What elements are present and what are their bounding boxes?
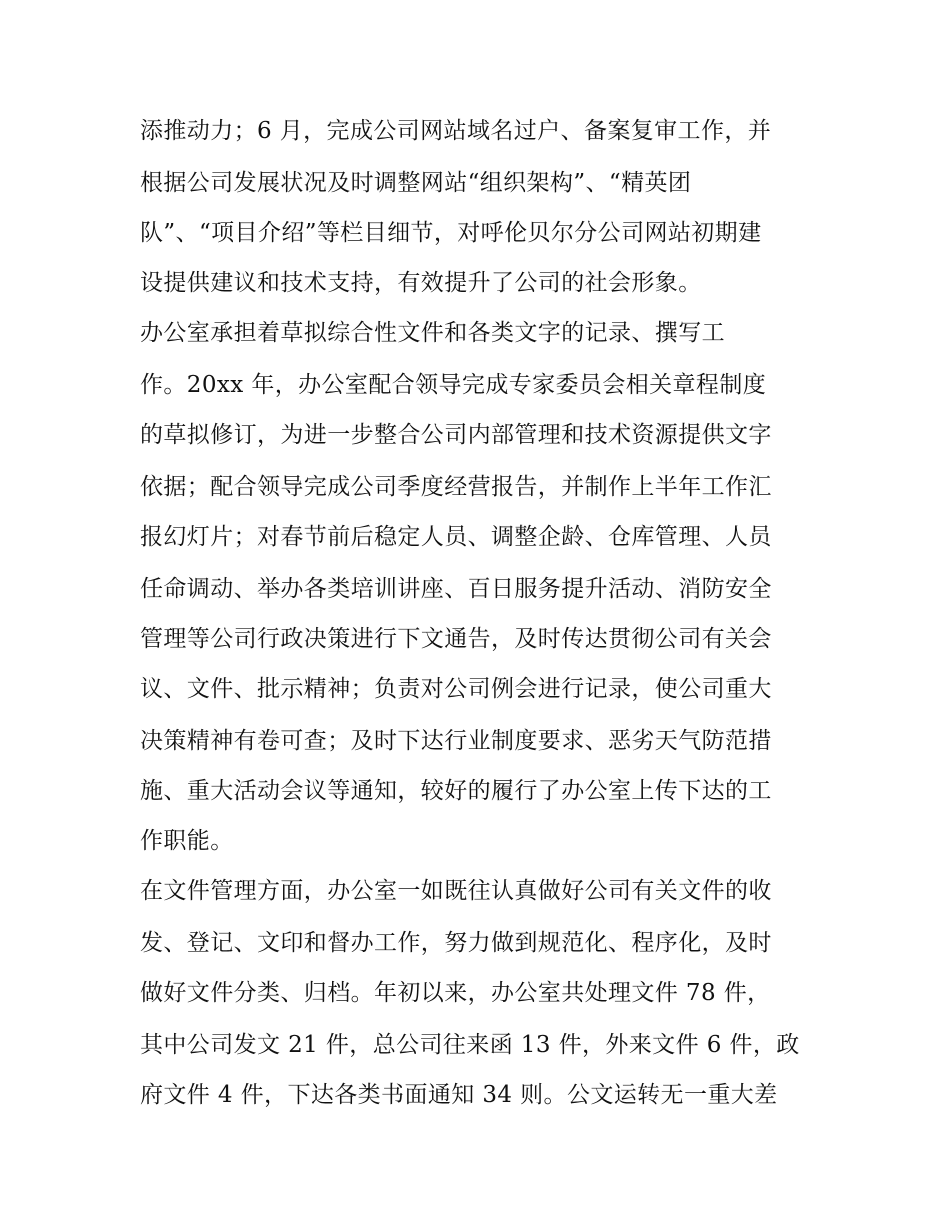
text-line: 在文件管理方面，办公室一如既往认真做好公司有关文件的收	[140, 878, 772, 904]
text-line: 依据；配合领导完成公司季度经营报告，并制作上半年工作汇	[140, 474, 772, 500]
text-line: 任命调动、举办各类培训讲座、百日服务提升活动、消防安全	[140, 576, 772, 602]
text-line: 设提供建议和技术支持，有效提升了公司的社会形象。	[140, 270, 702, 296]
text-line: 施、重大活动会议等通知，较好的履行了办公室上传下达的工	[140, 778, 772, 804]
text-line: 决策精神有卷可查；及时下达行业制度要求、恶劣天气防范措	[140, 728, 772, 754]
text-line: 议、文件、批示精神；负责对公司例会进行记录，使公司重大	[140, 676, 772, 702]
text-line: 作职能。	[140, 828, 234, 854]
text-line: 作。20xx 年，办公室配合领导完成专家委员会相关章程制度	[140, 372, 767, 398]
text-line: 发、登记、文印和督办工作，努力做到规范化、程序化，及时	[140, 930, 772, 956]
text-line: 添推动力；6 月，完成公司网站域名过户、备案复审工作，并	[140, 118, 772, 144]
text-line: 队”、“项目介绍”等栏目细节，对呼伦贝尔分公司网站初期建	[140, 220, 762, 246]
text-line: 其中公司发文 21 件，总公司往来函 13 件，外来文件 6 件，政	[140, 1032, 800, 1058]
text-line: 报幻灯片；对春节前后稳定人员、调整企龄、仓库管理、人员	[140, 524, 772, 550]
text-line: 根据公司发展状况及时调整网站“组织架构”、“精英团	[140, 170, 692, 196]
text-line: 的草拟修订，为进一步整合公司内部管理和技术资源提供文字	[140, 422, 772, 448]
text-line: 做好文件分类、归档。年初以来，办公室共处理文件 78 件，	[140, 980, 771, 1006]
text-line: 管理等公司行政决策进行下文通告，及时传达贯彻公司有关会	[140, 626, 772, 652]
text-line: 办公室承担着草拟综合性文件和各类文字的记录、撰写工	[140, 320, 725, 346]
text-line: 府文件 4 件，下达各类书面通知 34 则。公文运转无一重大差	[140, 1082, 778, 1108]
